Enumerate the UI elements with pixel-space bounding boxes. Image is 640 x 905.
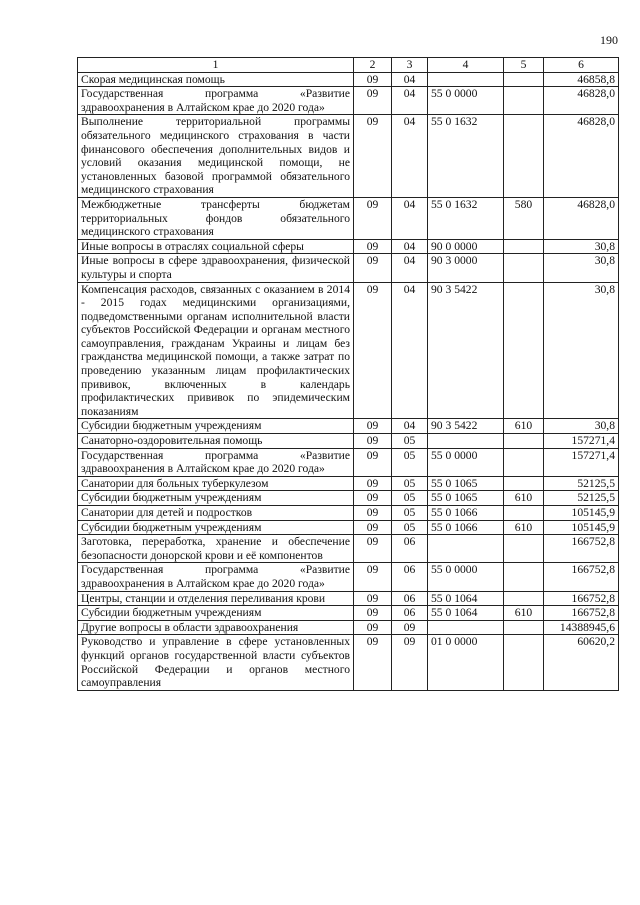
row-subsection: 04 [392,115,428,198]
row-section: 09 [354,620,392,635]
row-expense-type [504,115,544,198]
row-name: Иные вопросы в сфере здравоохранения, физической культуры и спорта [78,254,354,282]
row-expense-type [504,506,544,521]
budget-table [77,57,619,691]
table-row [78,635,619,690]
row-amount: 30,8 [544,254,619,282]
row-section: 09 [354,491,392,506]
row-section: 09 [354,506,392,521]
table-row [78,476,619,491]
row-expense-type: 610 [504,419,544,434]
row-section: 09 [354,239,392,254]
row-subsection: 05 [392,506,428,521]
row-subsection: 04 [392,282,428,419]
table-body [78,72,619,690]
row-section: 09 [354,448,392,476]
row-expense-type [504,239,544,254]
row-expense-type [504,591,544,606]
row-target-article: 55 0 1632 [428,197,504,239]
row-expense-type [504,563,544,591]
row-name: Субсидии бюджетным учреждениям [78,520,354,535]
row-amount: 46858,8 [544,72,619,87]
row-subsection: 05 [392,491,428,506]
row-target-article: 90 3 5422 [428,282,504,419]
row-target-article: 55 0 1632 [428,115,504,198]
row-amount: 14388945,6 [544,620,619,635]
row-section: 09 [354,254,392,282]
row-amount: 166752,8 [544,591,619,606]
row-section: 09 [354,434,392,449]
row-amount: 52125,5 [544,491,619,506]
row-expense-type: 610 [504,606,544,621]
row-target-article: 55 0 1064 [428,591,504,606]
header-col-3: 3 [392,58,428,73]
row-amount: 166752,8 [544,563,619,591]
row-subsection: 04 [392,72,428,87]
table-row [78,434,619,449]
row-target-article: 90 0 0000 [428,239,504,254]
row-subsection: 09 [392,635,428,690]
row-expense-type [504,535,544,563]
row-amount: 157271,4 [544,448,619,476]
row-section: 09 [354,115,392,198]
row-target-article: 55 0 0000 [428,87,504,115]
header-col-2: 2 [354,58,392,73]
row-target-article: 90 3 0000 [428,254,504,282]
table-row [78,419,619,434]
header-col-5: 5 [504,58,544,73]
row-amount: 30,8 [544,282,619,419]
row-subsection: 04 [392,254,428,282]
row-subsection: 09 [392,620,428,635]
row-subsection: 04 [392,197,428,239]
row-target-article: 55 0 1065 [428,476,504,491]
row-target-article: 55 0 1064 [428,606,504,621]
row-target-article [428,72,504,87]
table-row [78,239,619,254]
row-name: Субсидии бюджетным учреждениям [78,606,354,621]
row-expense-type [504,434,544,449]
row-subsection: 06 [392,563,428,591]
row-name: Компенсация расходов, связанных с оказанием в 2014 - 2015 годах медицинскими организациями, подведомственными органам исполнительной власти субъектов Российской Федерации и органам местного самоуправления, гражданам Украины и лицам без гражданства медицинской помощи, а также затрат по проведению указанным лицам профилактических прививок, включенных в календарь профилактических прививок по эпидемическим показаниям [78,282,354,419]
row-name: Санатории для больных туберкулезом [78,476,354,491]
row-expense-type [504,635,544,690]
row-subsection: 05 [392,434,428,449]
row-section: 09 [354,591,392,606]
page-number: 190 [600,33,618,47]
table-row [78,520,619,535]
row-target-article [428,535,504,563]
header-col-4: 4 [428,58,504,73]
table-row [78,448,619,476]
table-row [78,87,619,115]
row-name: Субсидии бюджетным учреждениям [78,491,354,506]
row-subsection: 04 [392,87,428,115]
row-subsection: 05 [392,520,428,535]
row-section: 09 [354,72,392,87]
row-subsection: 06 [392,606,428,621]
header-col-6: 6 [544,58,619,73]
row-name: Скорая медицинская помощь [78,72,354,87]
table-row [78,535,619,563]
table-header [78,58,619,73]
row-expense-type [504,476,544,491]
table-row [78,620,619,635]
row-section: 09 [354,419,392,434]
row-expense-type [504,620,544,635]
row-amount: 30,8 [544,239,619,254]
row-name: Другие вопросы в области здравоохранения [78,620,354,635]
row-amount: 46828,0 [544,197,619,239]
row-amount: 105145,9 [544,506,619,521]
row-section: 09 [354,563,392,591]
row-subsection: 06 [392,535,428,563]
row-name: Санатории для детей и подростков [78,506,354,521]
row-target-article: 90 3 5422 [428,419,504,434]
row-name: Государственная программа «Развитие здравоохранения в Алтайском крае до 2020 года» [78,563,354,591]
table-row [78,606,619,621]
row-target-article [428,434,504,449]
header-row [78,58,619,73]
table-row [78,563,619,591]
table-row [78,491,619,506]
row-section: 09 [354,635,392,690]
row-amount: 46828,0 [544,115,619,198]
row-section: 09 [354,282,392,419]
row-amount: 46828,0 [544,87,619,115]
row-expense-type: 580 [504,197,544,239]
row-subsection: 06 [392,591,428,606]
row-target-article: 55 0 0000 [428,563,504,591]
table-row [78,197,619,239]
row-expense-type [504,87,544,115]
row-name: Санаторно-оздоровительная помощь [78,434,354,449]
row-expense-type [504,282,544,419]
row-subsection: 04 [392,239,428,254]
row-section: 09 [354,197,392,239]
table-row [78,282,619,419]
row-target-article: 55 0 1066 [428,520,504,535]
row-subsection: 05 [392,448,428,476]
header-col-1: 1 [78,58,354,73]
row-name: Иные вопросы в отраслях социальной сферы [78,239,354,254]
row-name: Субсидии бюджетным учреждениям [78,419,354,434]
row-expense-type [504,254,544,282]
row-amount: 166752,8 [544,606,619,621]
row-expense-type [504,448,544,476]
row-target-article [428,620,504,635]
row-name: Государственная программа «Развитие здравоохранения в Алтайском крае до 2020 года» [78,448,354,476]
row-section: 09 [354,476,392,491]
row-section: 09 [354,535,392,563]
row-amount: 157271,4 [544,434,619,449]
table-row [78,591,619,606]
row-subsection: 04 [392,419,428,434]
row-name: Руководство и управление в сфере установленных функций органов государственной власти субъектов Российской Федерации и органов местного самоуправления [78,635,354,690]
row-target-article: 01 0 0000 [428,635,504,690]
row-amount: 105145,9 [544,520,619,535]
row-section: 09 [354,87,392,115]
row-section: 09 [354,606,392,621]
row-amount: 166752,8 [544,535,619,563]
row-name: Центры, станции и отделения переливания крови [78,591,354,606]
row-expense-type: 610 [504,491,544,506]
row-amount: 60620,2 [544,635,619,690]
table-row [78,72,619,87]
row-section: 09 [354,520,392,535]
row-target-article: 55 0 1065 [428,491,504,506]
row-name: Государственная программа «Развитие здравоохранения в Алтайском крае до 2020 года» [78,87,354,115]
row-name: Межбюджетные трансферты бюджетам территориальных фондов обязательного медицинского страхования [78,197,354,239]
row-subsection: 05 [392,476,428,491]
row-amount: 30,8 [544,419,619,434]
row-expense-type: 610 [504,520,544,535]
table-row [78,254,619,282]
row-target-article: 55 0 0000 [428,448,504,476]
table-row [78,115,619,198]
row-expense-type [504,72,544,87]
table-row [78,506,619,521]
row-name: Выполнение территориальной программы обязательного медицинского страхования в части финансового обеспечения дополнительных видов и условий оказания медицинской помощи, не установленных базовой программой обязательного медицинского страхования [78,115,354,198]
row-amount: 52125,5 [544,476,619,491]
row-name: Заготовка, переработка, хранение и обеспечение безопасности донорской крови и её компонентов [78,535,354,563]
row-target-article: 55 0 1066 [428,506,504,521]
